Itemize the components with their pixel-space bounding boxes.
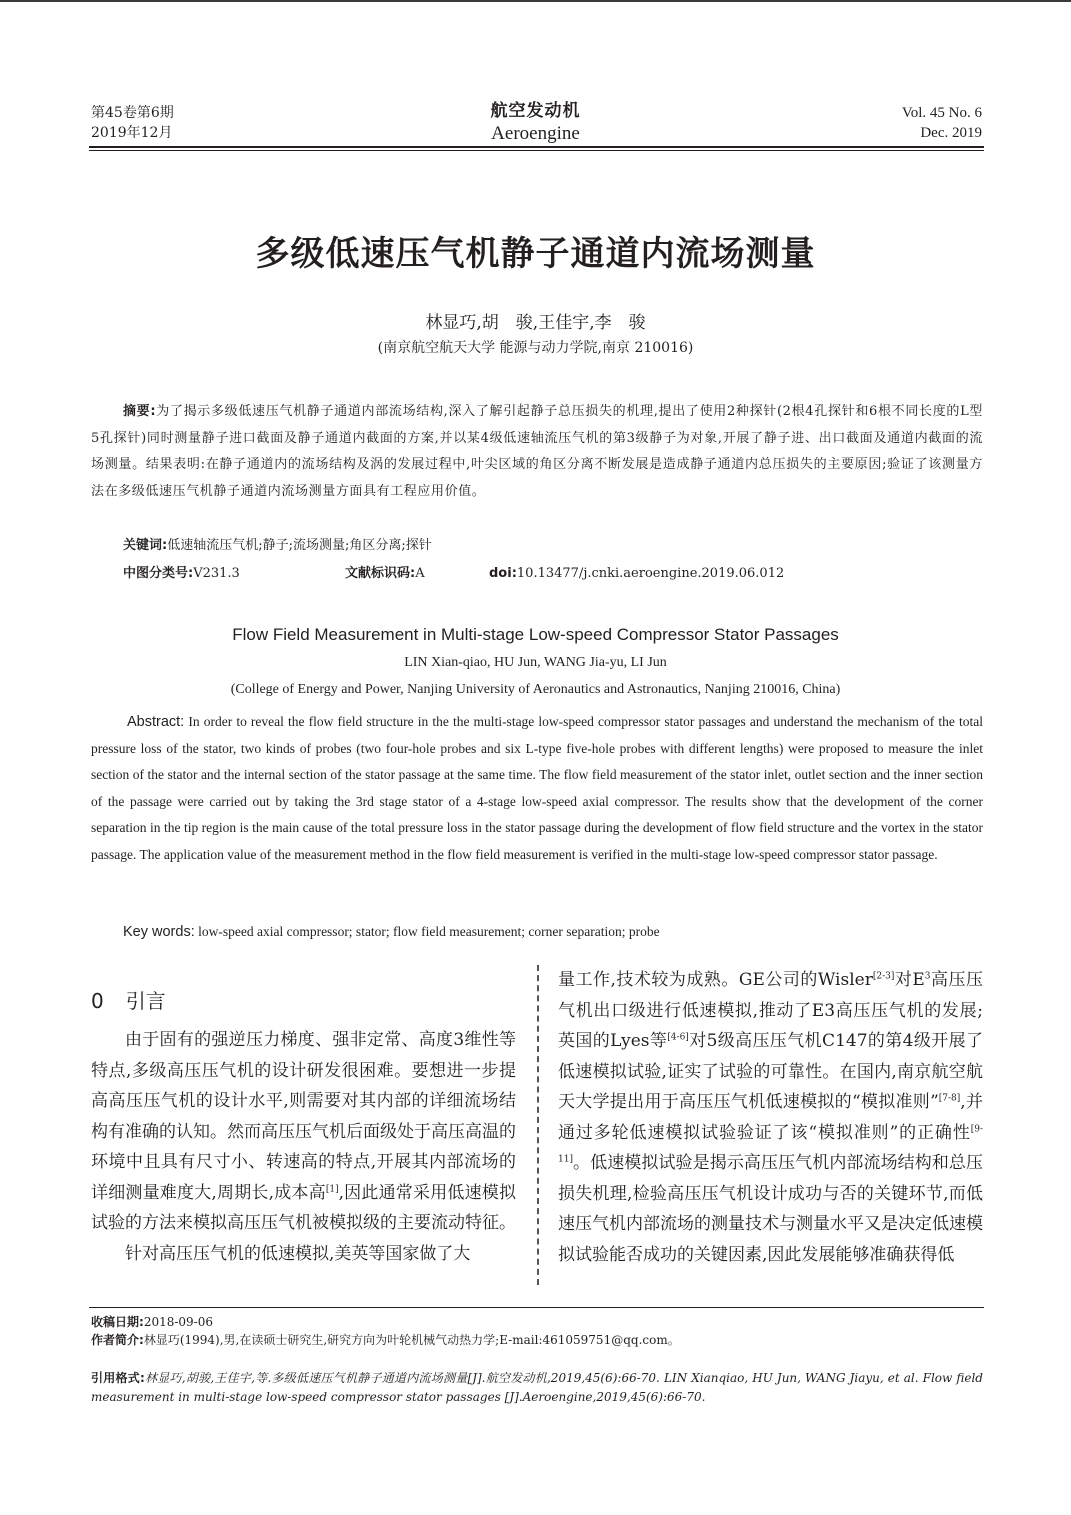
header-rule-thin — [89, 150, 984, 151]
citation-value: 林显巧,胡骏,王佳宇,等.多级低速压气机静子通道内流场测量[J].航空发动机,2019,45(6):66-70. LIN Xianqiao, HU Jun, WANG Jiayu, et al. Flow field measurement in multi-stage low-speed compressor stator passages [J].Aeroengine,2019,45(6):66-70. — [91, 1371, 983, 1404]
body-paragraph — [558, 965, 983, 1270]
header-date-cn: 2019年12月 — [91, 125, 173, 141]
received-value: 2018-09-06 — [143, 1315, 213, 1329]
body-text: 对5级高压压气机C147的第4级开展了低速模拟试验,证实了试验的可靠性。在国内,南京航空航天大学提出用于高压压气机低速模拟的“模拟准则” — [558, 1031, 983, 1112]
superscript: 3 — [924, 971, 931, 982]
body-text: ,因此通常采用低速模拟试验的方法来模拟高压压气机被模拟级的主要流动特征。 — [91, 1182, 516, 1233]
keywords-label-en: Key words: — [123, 924, 195, 940]
section-title: 引言 — [125, 989, 166, 1013]
body-text: 。低速模拟试验是揭示高压压气机内部流场结构和总压损失机理,检验高压压气机设计成功与否的关键环节,而低速压气机内部流场的测量技术与测量水平又是决定低速模拟试验能否成功的关键因素,因此发展能够准确获得低 — [558, 1153, 983, 1265]
clc-value: V231.3 — [193, 566, 240, 581]
keywords-text-en: low-speed axial compressor; stator; flow field measurement; corner separation; probe — [198, 924, 660, 939]
keywords-cn — [123, 536, 432, 556]
section-number: 0 — [91, 989, 104, 1013]
body-column-right — [558, 965, 983, 1270]
keywords-text-cn: 低速轴流压气机;静子;流场测量;角区分离;探针 — [167, 538, 432, 553]
citation-ref: [7-8] — [938, 1093, 961, 1104]
abstract-label-cn: 摘要: — [123, 404, 157, 419]
section-heading — [91, 985, 166, 1014]
doi — [489, 564, 784, 584]
body-text: 对E — [894, 970, 925, 990]
body-text: 针对高压压气机的低速模拟,美英等国家做了大 — [125, 1243, 471, 1264]
doi-label: doi: — [489, 566, 517, 581]
header-rule-thick — [89, 146, 984, 148]
footnote-author — [91, 1331, 983, 1349]
body-column-left — [91, 1025, 516, 1269]
paper-authors-en: LIN Xian-qiao, HU Jun, WANG Jia-yu, LI Jun — [404, 655, 667, 670]
citation-label: 引用格式: — [91, 1371, 145, 1385]
citation-ref: [1] — [325, 1183, 339, 1194]
doc-code-value: A — [415, 566, 425, 581]
paper-affiliation-en: (College of Energy and Power, Nanjing University of Aeronautics and Astronautics, Nanjing 210016, China) — [230, 682, 841, 697]
keywords-label-cn: 关键词: — [123, 538, 168, 553]
author-info-value: 林显巧(1994),男,在读硕士研究生,研究方向为叶轮机械气动热力学;E-mail:461059751@qq.com。 — [143, 1333, 680, 1347]
body-paragraph — [91, 1025, 516, 1239]
citation-ref: [9-11] — [558, 1123, 983, 1165]
paper-title-cn: 多级低速压气机静子通道内流场测量 — [255, 234, 816, 274]
author-info-label: 作者简介: — [91, 1333, 144, 1347]
footnote-received — [91, 1313, 983, 1331]
body-paragraph — [91, 1239, 516, 1270]
abstract-text-en: In order to reveal the flow field structure in the the multi-stage low-speed compressor stator passages and understand the mechanism of the total pressure loss of the stator, two kinds of probes (two four-hole probes and six L-type five-hole probes with different lengths) were proposed to measure the inlet section of the stator and the internal section of the stator passage at the same time. The flow field measurement of the stator inlet, outlet section and the inner section of the passage were carried out by taking the 3rd stage stator of a 4-stage low-speed axial compressor. The results show that the development of the corner separation in the tip region is the main cause of the total pressure loss in the stator passage during the development of flow field structure and the vortex in the stator passage. The application value of the measurement method in the flow field measurement is verified in the multi-stage low-speed compressor stator passage. — [91, 714, 983, 862]
keywords-en — [123, 922, 660, 942]
header-date-en: Dec. 2019 — [920, 125, 982, 141]
abstract-text-cn: 为了揭示多级低速压气机静子通道内部流场结构,深入了解引起静子总压损失的机理,提出了使用2种探针(2根4孔探针和6根不同长度的L型5孔探针)同时测量静子进口截面及静子通道内截面的方案,并以某4级低速轴流压气机的第3级静子为对象,开展了静子进、出口截面及通道内截面的流场测量。结果表明:在静子通道内的流场结构及涡的发展过程中,叶尖区域的角区分离不断发展是造成静子通道内总压损失的主要原因;验证了该测量方法在多级低速压气机静子通道内流场测量方面具有工程应用价值。 — [91, 404, 983, 499]
abstract-cn — [91, 399, 983, 505]
body-text: ,并通过多轮低速模拟试验验证了该“模拟准则”的正确性 — [558, 1092, 983, 1143]
document-code — [345, 564, 425, 584]
header-issue-en — [902, 103, 982, 143]
received-label: 收稿日期: — [91, 1315, 144, 1329]
paper-title-en: Flow Field Measurement in Multi-stage Low-speed Compressor Stator Passages — [232, 625, 839, 644]
header-volume-en: Vol. 45 No. 6 — [901, 105, 982, 121]
abstract-en — [91, 709, 983, 869]
footnote-rule — [89, 1307, 984, 1308]
body-text: 高压压气机出口级进行低速模拟,推动了E3高压压气机的发展;英国的Lyes等 — [558, 970, 984, 1051]
doc-code-label: 文献标识码: — [345, 566, 416, 581]
clc-label: 中图分类号: — [123, 566, 194, 581]
citation-ref: [4-6] — [667, 1032, 689, 1043]
journal-name-en: Aeroengine — [491, 123, 580, 144]
body-text: 由于固有的强逆压力梯度、强非定常、高度3维性等特点,多级高压压气机的设计研发很困难。要想进一步提高高压压气机的设计水平,则需要对其内部的详细流场结构有准确的认知。然而高压压气机后面级处于高压高温的环境中且具有尺寸小、转速高的特点,开展其内部流场的详细测量难度大,周期长,成本高 — [91, 1030, 516, 1203]
citation-format — [91, 1369, 983, 1407]
journal-name-cn: 航空发动机 — [490, 101, 581, 121]
clc-code — [123, 564, 240, 584]
top-border-line — [0, 0, 1071, 2]
abstract-label-en: Abstract: — [127, 714, 185, 730]
paper-authors-cn: 林显巧,胡 骏,王佳宇,李 骏 — [425, 313, 646, 333]
column-divider — [537, 965, 539, 1285]
body-text: 量工作,技术较为成熟。GE公司的Wisler — [558, 970, 873, 990]
paper-affiliation-cn: (南京航空航天大学 能源与动力学院,南京 210016) — [377, 340, 694, 356]
header-volume-cn: 第45卷第6期 — [91, 105, 174, 121]
doi-value: 10.13477/j.cnki.aeroengine.2019.06.012 — [516, 566, 785, 581]
citation-ref: [2-3] — [872, 971, 895, 982]
